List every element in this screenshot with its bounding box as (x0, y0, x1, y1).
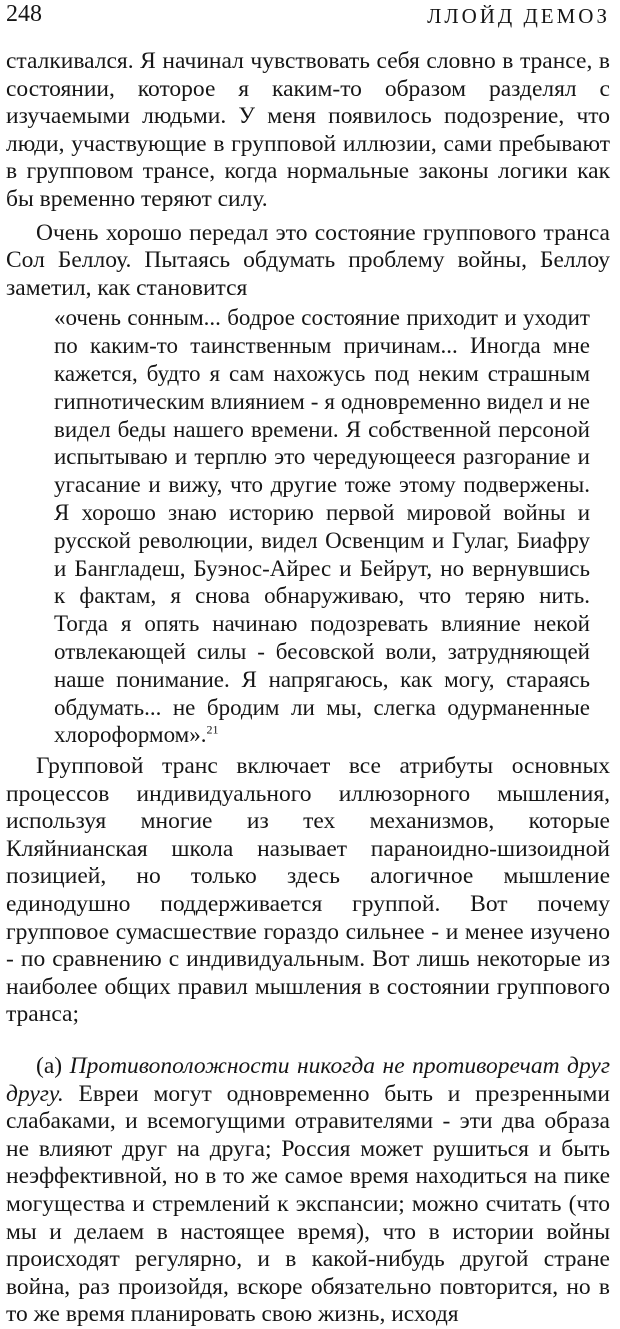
paragraph-4-text: Евреи могут одновременно быть и презренными слабаками, и всемогущими отравителями - эти два образа не влияют друг на друга; Россия может рушиться и быть неэффективной, но в то же самое время находиться на пике могущества и стремлений к экспансии; можно считать (что мы и делаем в настоящее время), что в истории войны происходят регулярно, и в какой-нибудь другой стране война, раз произойдя, вскоре обязательно повторится, но в то же время планировать свою жизнь, исходя (6, 1080, 610, 1328)
running-title: ЛЛОЙД ДЕМОЗ (427, 4, 610, 28)
paragraph-3: Групповой транс включает все атрибуты основных процессов индивидуального иллюзорного мышления, используя многие из тех механизмов, которые Кляйнианская школа называет параноидно-шизоидной позицией, но только здесь алогичное мышление единодушно поддерживается группой. Вот почему групповое сумасшествие гораздо сильнее - и менее изучено - по сравнению с индивидуальным. Вот лишь некоторые из наиболее общих правил мышления в состоянии группового транса; (6, 753, 610, 1028)
quote-text: «очень сонным... бодрое состояние приходит и уходит по каким-то таинственным причинам... Иногда мне кажется, будто я сам нахожусь под неким страшным гипнотическим влиянием - я одновременно видел и не видел беды нашего времени. Я собственной персоной испытываю и терплю это чередующееся разгорание и угасание и вижу, что другие тоже этому подвержены. Я хорошо знаю историю первой мировой войны и русской революции, видел Освенцим и Гулаг, Биафру и Бангладеш, Буэнос-Айрес и Бейрут, но вернувшись к фактам, я снова обнаруживаю, что теряю нить. Тогда я опять начинаю подозревать влияние некой отвлекающей силы - бесовской воли, затрудняющей наше понимание. Я напрягаюсь, как могу, стараясь обдумать... не бродим ли мы, слегка одурманенные хлороформом». (54, 305, 590, 748)
page-number: 248 (6, 1, 42, 27)
block-quote (54, 304, 590, 749)
footnote-ref: 21 (206, 722, 219, 737)
paragraph-4 (6, 1053, 610, 1329)
paragraph-1: сталкивался. Я начинал чувствовать себя словно в трансе, в состоянии, которое я каким-то образом разделял с изучаемыми людьми. У меня появилось подозрение, что люди, участвующие в групповой иллюзии, сами пребывают в групповом трансе, когда нормальные законы логики как бы временно теряют силу. (6, 48, 610, 212)
paragraph-2: Очень хорошо передал это состояние группового транса Сол Беллоу. Пытаясь обдумать проблему войны, Беллоу заметил, как становится (6, 219, 610, 301)
page-header (6, 0, 610, 42)
list-marker: (а) (36, 1053, 70, 1080)
italic-rule: Противоположности никогда не противоречат друг другу. (6, 1053, 610, 1107)
